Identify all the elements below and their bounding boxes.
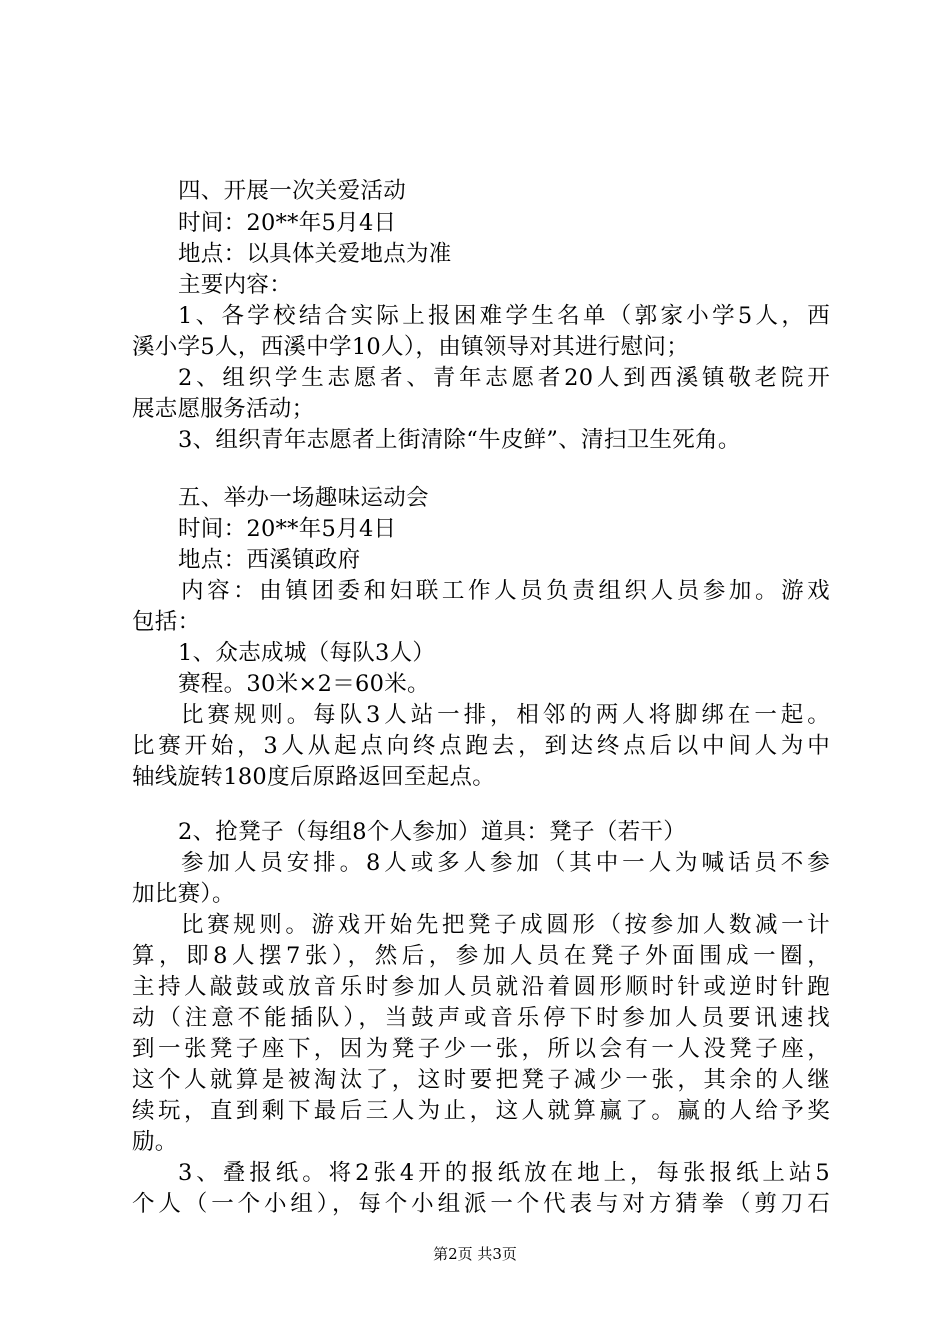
paragraph-line: 这个人就算是被淘汰了，这时要把凳子减少一张，其余的人继 (132, 1067, 830, 1093)
location-line: 地点：以具体关爱地点为准 (178, 241, 452, 267)
location-line: 地点：西溪镇政府 (178, 547, 361, 573)
paragraph-line: 个人（一个小组），每个小组派一个代表与对方猜拳（剪刀石 (132, 1191, 830, 1217)
paragraph-line: 2、组织学生志愿者、青年志愿者20人到西溪镇敬老院开 (178, 365, 830, 391)
content-label: 主要内容： (178, 272, 293, 298)
paragraph-line: 3、组织青年志愿者上街清除“牛皮鲜”、清扫卫生死角。 (178, 427, 741, 453)
paragraph-line: 算，即8人摆7张），然后，参加人员在凳子外面围成一圈， (132, 943, 830, 969)
game-title: 1、众志成城（每队3人） (178, 640, 436, 666)
paragraph-line: 比赛开始，3人从起点向终点跑去，到达终点后以中间人为中 (132, 733, 830, 759)
paragraph-line: 参加人员安排。8人或多人参加（其中一人为喊话员不参 (181, 850, 830, 876)
paragraph-line: 到一张凳子座下，因为凳子少一张，所以会有一人没凳子座， (132, 1036, 830, 1062)
paragraph-line: 展志愿服务活动； (132, 396, 315, 422)
paragraph-line: 1、各学校结合实际上报困难学生名单（郭家小学5人，西 (178, 303, 830, 329)
time-line: 时间：20**年5月4日 (178, 516, 397, 542)
paragraph-line: 比赛规则。游戏开始先把凳子成圆形（按参加人数减一计 (181, 912, 830, 938)
time-line: 时间：20**年5月4日 (178, 210, 397, 236)
section-heading-sports-meet: 五、举办一场趣味运动会 (178, 485, 429, 511)
section-heading-care-activity: 四、开展一次关爱活动 (178, 178, 407, 204)
paragraph-line: 加比赛）。 (132, 881, 235, 907)
game-title: 2、抢凳子（每组8个人参加）道具：凳子（若干） (178, 819, 687, 845)
paragraph-line: 主持人敲鼓或放音乐时参加人员就沿着圆形顺时针或逆时针跑 (132, 974, 830, 1000)
paragraph-line: 励。 (132, 1129, 178, 1155)
paragraph-line: 比赛规则。每队3人站一排，相邻的两人将脚绑在一起。 (181, 702, 830, 728)
game-title: 3、叠报纸。将2张4开的报纸放在地上，每张报纸上站5 (178, 1160, 830, 1186)
paragraph-line: 赛程。30米×2＝60米。 (178, 671, 430, 697)
paragraph-line: 内容：由镇团委和妇联工作人员负责组织人员参加。游戏 (181, 578, 830, 604)
paragraph-line: 续玩，直到剩下最后三人为止，这人就算赢了。赢的人给予奖 (132, 1098, 830, 1124)
paragraph-line: 动（注意不能插队），当鼓声或音乐停下时参加人员要讯速找 (132, 1005, 830, 1031)
paragraph-line: 轴线旋转180度后原路返回至起点。 (132, 764, 496, 790)
page-footer: 第2页 共3页 (433, 1245, 517, 1263)
paragraph-line: 包括： (132, 609, 201, 635)
paragraph-line: 溪小学5人，西溪中学10人），由镇领导对其进行慰问； (132, 334, 689, 360)
